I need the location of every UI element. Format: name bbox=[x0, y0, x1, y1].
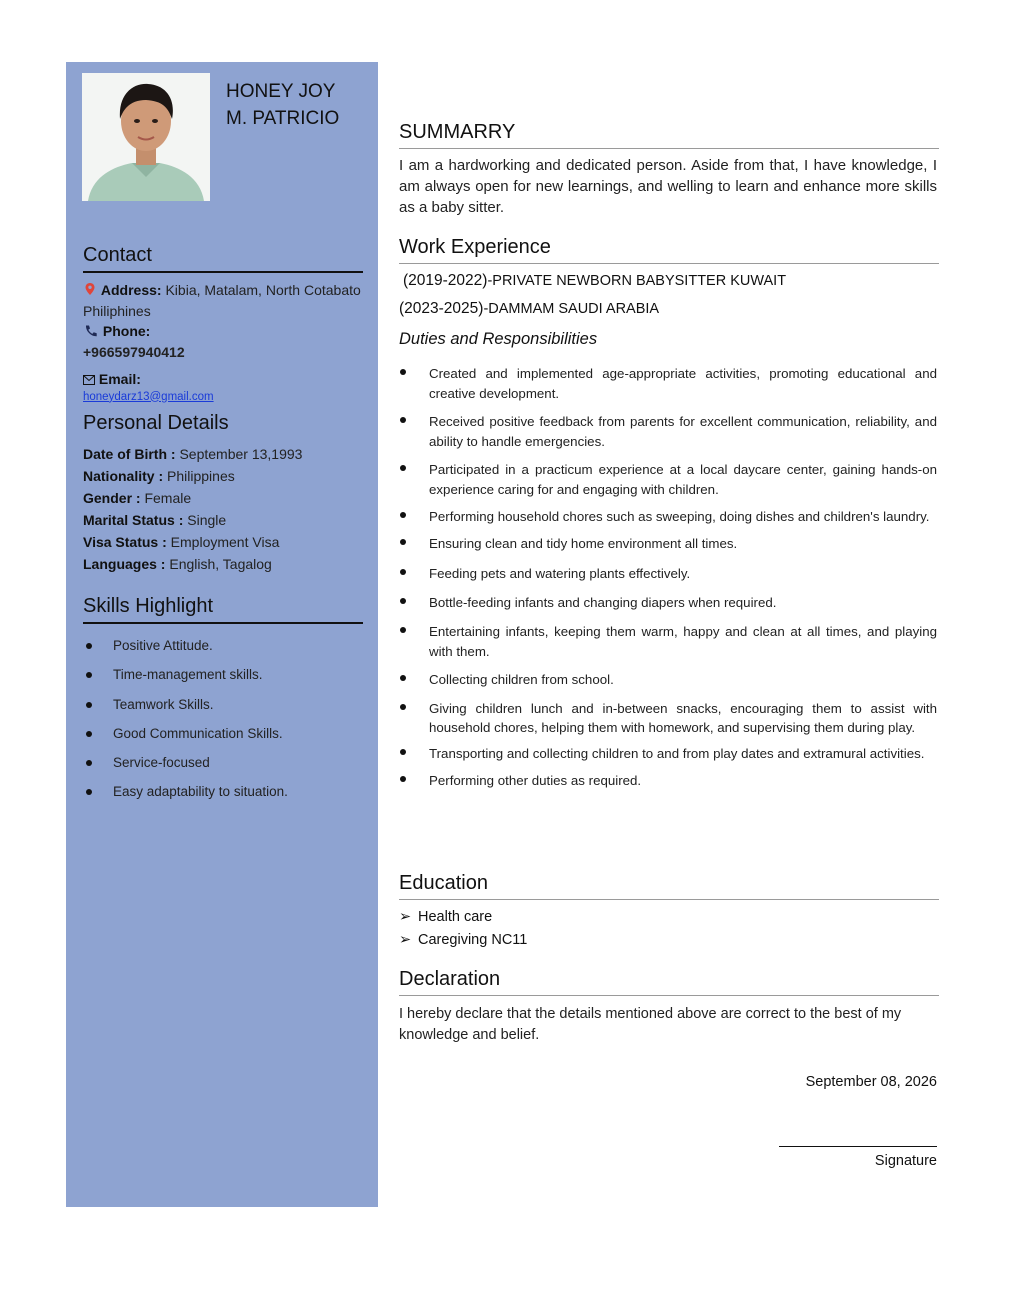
address-row bbox=[83, 280, 365, 321]
job-years: (2023-2025) bbox=[399, 300, 484, 317]
detail-value: Philippines bbox=[167, 468, 235, 484]
phone-label: Phone: bbox=[102, 323, 151, 339]
name-line-2: M. PATRICIO bbox=[226, 108, 340, 129]
address-value: Kibia, Matalam, North Cotabato Philiphines bbox=[83, 282, 361, 319]
detail-row-gender bbox=[83, 487, 365, 509]
detail-label: Date of Birth : bbox=[83, 446, 176, 462]
detail-value: Female bbox=[144, 490, 192, 506]
declaration-date: September 08, 2026 bbox=[805, 1074, 937, 1090]
skills-heading: Skills Highlight bbox=[83, 595, 363, 624]
name-line-1: HONEY JOY bbox=[226, 81, 336, 102]
job-entry-1 bbox=[403, 272, 786, 290]
detail-label: Nationality : bbox=[83, 468, 164, 484]
education-heading: Education bbox=[399, 872, 939, 900]
list-item: Entertaining infants, keeping them warm, happy and clean at all times, and playing with them. bbox=[399, 622, 937, 662]
location-pin-icon bbox=[83, 282, 97, 296]
detail-row-marital bbox=[83, 509, 365, 531]
summary-heading: SUMMARRY bbox=[399, 121, 939, 149]
skills-list bbox=[83, 636, 365, 812]
email-link[interactable]: honeydarz13@gmail.com bbox=[83, 390, 214, 403]
job-title: -DAMMAM SAUDI ARABIA bbox=[483, 301, 660, 317]
profile-photo bbox=[82, 73, 210, 201]
detail-row-dob bbox=[83, 443, 365, 465]
job-title: -PRIVATE NEWBORN BABYSITTER KUWAIT bbox=[487, 273, 787, 289]
job-entry-2 bbox=[399, 300, 659, 318]
list-item: Performing household chores such as sweeping, doing dishes and children's laundry. bbox=[399, 507, 937, 527]
education-item-label: Caregiving NC11 bbox=[418, 932, 528, 948]
list-item: Ensuring clean and tidy home environment all times. bbox=[399, 534, 937, 554]
duties-title: Duties and Responsibilities bbox=[399, 330, 598, 348]
detail-value: Single bbox=[187, 512, 227, 528]
list-item: Bottle-feeding infants and changing diapers when required. bbox=[399, 593, 937, 613]
detail-label: Marital Status : bbox=[83, 512, 184, 528]
contact-heading: Contact bbox=[83, 244, 363, 273]
list-item: Time-management skills. bbox=[83, 665, 365, 694]
list-item: Transporting and collecting children to and from play dates and extramural activities. bbox=[399, 744, 937, 764]
summary-text: I am a hardworking and dedicated person. Aside from that, I have knowledge, I am always open for new learnings, and welling to learn and enhance more skills as a baby sitter. bbox=[399, 157, 937, 216]
list-item: Feeding pets and watering plants effectively. bbox=[399, 564, 937, 584]
list-item: Received positive feedback from parents for excellent communication, reliability, and ability to handle emergencies. bbox=[399, 412, 937, 452]
declaration-heading: Declaration bbox=[399, 968, 939, 996]
education-item bbox=[399, 932, 527, 948]
declaration-text: I hereby declare that the details mentioned above are correct to the best of my knowledge and belief. bbox=[399, 1006, 902, 1043]
signature-line bbox=[779, 1146, 937, 1147]
detail-value: September 13,1993 bbox=[179, 446, 303, 462]
phone-icon bbox=[83, 324, 99, 338]
envelope-icon bbox=[83, 375, 95, 385]
detail-value: English, Tagalog bbox=[169, 556, 272, 572]
list-item: Participated in a practicum experience at a local daycare center, gaining hands-on experience caring for and engaging with children. bbox=[399, 460, 937, 500]
job-years: (2019-2022) bbox=[403, 272, 488, 289]
signature-label: Signature bbox=[874, 1153, 937, 1169]
list-item: Teamwork Skills. bbox=[83, 695, 365, 724]
personal-details-list bbox=[83, 443, 365, 575]
list-item: Created and implemented age-appropriate activities, promoting educational and creative development. bbox=[399, 364, 937, 404]
contact-block bbox=[83, 280, 365, 404]
list-item: Easy adaptability to situation. bbox=[83, 782, 365, 811]
detail-value: Employment Visa bbox=[170, 534, 280, 550]
arrow-bullet-icon: ➢ bbox=[399, 909, 412, 925]
address-label: Address: bbox=[100, 282, 162, 298]
arrow-bullet-icon: ➢ bbox=[399, 932, 412, 948]
list-item: Service-focused bbox=[83, 753, 365, 782]
duties-list bbox=[399, 364, 937, 791]
personal-details-heading: Personal Details bbox=[83, 412, 229, 434]
detail-label: Visa Status : bbox=[83, 534, 167, 550]
email-label: Email: bbox=[98, 371, 141, 387]
education-item-label: Health care bbox=[418, 909, 493, 925]
detail-label: Languages : bbox=[83, 556, 166, 572]
list-item: Performing other duties as required. bbox=[399, 771, 937, 791]
list-item: Collecting children from school. bbox=[399, 670, 937, 690]
work-experience-heading: Work Experience bbox=[399, 236, 939, 264]
portrait-image bbox=[82, 73, 210, 201]
education-item bbox=[399, 909, 492, 925]
list-item: Good Communication Skills. bbox=[83, 724, 365, 753]
candidate-name bbox=[226, 78, 376, 132]
sidebar-panel bbox=[66, 62, 378, 1207]
email-row bbox=[83, 369, 365, 390]
list-item: Positive Attitude. bbox=[83, 636, 365, 665]
phone-row bbox=[83, 321, 365, 342]
phone-value: +966597940412 bbox=[83, 343, 185, 360]
detail-row-visa bbox=[83, 531, 365, 553]
list-item: Giving children lunch and in-between snacks, encouraging them to assist with household chores, helping them with homework, and supervising them during play. bbox=[399, 699, 937, 737]
detail-row-languages bbox=[83, 553, 365, 575]
detail-label: Gender : bbox=[83, 490, 141, 506]
detail-row-nationality bbox=[83, 465, 365, 487]
